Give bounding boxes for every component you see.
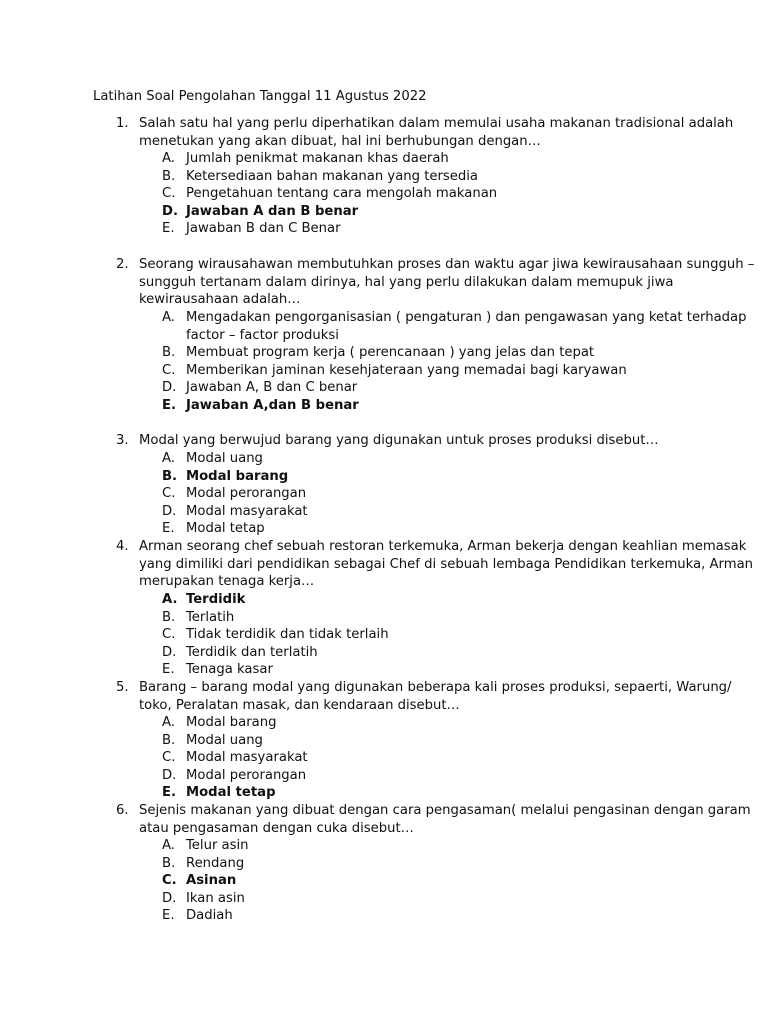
option-text: Terdidik dan terlatih	[186, 644, 318, 660]
option-letter: E.	[162, 785, 177, 800]
option-text	[186, 309, 747, 344]
option-e	[0, 784, 768, 802]
option-letter: E.	[162, 221, 175, 236]
document-title: Latihan Soal Pengolahan Tanggal 11 Agustus 2022	[93, 89, 427, 104]
option-text: Terlatih	[186, 609, 235, 625]
option-a	[0, 309, 768, 344]
option-letter: A.	[162, 838, 175, 853]
option-text: Modal barang	[186, 715, 277, 730]
option-e	[0, 907, 768, 925]
option-letter: D.	[162, 767, 177, 783]
option-text: Jawaban A dan B benar	[186, 203, 359, 219]
option-letter: C.	[162, 873, 177, 888]
option-letter: A.	[162, 715, 175, 730]
question-text	[139, 538, 754, 591]
option-text: Jawaban A, B dan C benar	[186, 380, 358, 395]
option-b	[0, 468, 768, 486]
option-letter: C.	[162, 486, 176, 501]
option-text: Modal perorangan	[186, 767, 307, 783]
question-number: 5.	[116, 680, 129, 695]
option-letter: E.	[162, 662, 175, 677]
question-number: 1.	[116, 116, 129, 131]
option-letter: E.	[162, 397, 177, 413]
option-text: Modal tetap	[186, 521, 265, 536]
question-text-line: merupakan tenaga kerja…	[139, 574, 315, 589]
option-text-line: factor – factor produksi	[186, 327, 339, 343]
question-text	[139, 256, 755, 309]
option-d	[0, 767, 768, 785]
option-d	[0, 644, 768, 662]
option-letter: B.	[162, 345, 176, 360]
option-text: Jumlah penikmat makanan khas daerah	[186, 151, 449, 166]
option-text: Memberikan jaminan kesehjateraan yang memadai bagi karyawan	[186, 362, 627, 378]
option-letter: D.	[162, 644, 177, 660]
option-text: Pengetahuan tentang cara mengolah makanan	[186, 186, 498, 201]
option-letter: B.	[162, 168, 176, 184]
option-letter: C.	[162, 627, 176, 642]
question-text	[139, 802, 751, 837]
option-e	[0, 220, 768, 238]
option-letter: B.	[162, 468, 178, 484]
question-text	[139, 115, 734, 150]
question-text	[139, 679, 732, 714]
option-text: Terdidik	[186, 592, 246, 607]
option-letter: A.	[162, 592, 178, 607]
option-letter: A.	[162, 451, 175, 466]
option-letter: A.	[162, 310, 175, 325]
option-c	[0, 749, 768, 767]
option-text: Modal perorangan	[186, 486, 307, 501]
option-a	[0, 450, 768, 468]
option-letter: E.	[162, 908, 175, 923]
option-text: Modal masyarakat	[186, 503, 308, 519]
option-a	[0, 837, 768, 855]
option-c	[0, 626, 768, 644]
option-letter: D.	[162, 503, 177, 519]
option-c	[0, 485, 768, 503]
question-number: 4.	[116, 539, 129, 554]
option-text: Jawaban B dan C Benar	[186, 221, 341, 236]
option-text: Tidak terdidik dan tidak terlaih	[186, 627, 389, 642]
option-text: Ketersediaan bahan makanan yang tersedia	[186, 168, 478, 184]
question-text-line: atau pengasaman dengan cuka disebut…	[139, 820, 414, 836]
option-text: Membuat program kerja ( perencanaan ) yang jelas dan tepat	[186, 345, 595, 360]
question-text-line: menetukan yang akan dibuat, hal ini berhubungan dengan…	[139, 133, 541, 149]
option-b	[0, 168, 768, 186]
option-e	[0, 661, 768, 679]
question-text-line: yang dimiliki dari pendidikan sebagai Chef di sebuah lembaga Pendidikan terkemuka, Arman	[139, 556, 754, 572]
option-e	[0, 520, 768, 538]
question-text-line: Modal yang berwujud barang yang digunakan untuk proses produksi disebut…	[139, 433, 659, 448]
option-c	[0, 362, 768, 380]
option-e	[0, 397, 768, 415]
option-text: Modal masyarakat	[186, 750, 308, 765]
option-d	[0, 503, 768, 521]
option-d	[0, 890, 768, 908]
option-text-line: Mengadakan pengorganisasian ( pengaturan ) dan pengawasan yang ketat terhadap	[186, 310, 747, 325]
option-a	[0, 591, 768, 609]
option-b	[0, 732, 768, 750]
option-c	[0, 872, 768, 890]
option-text: Modal uang	[186, 732, 263, 748]
option-text: Dadiah	[186, 908, 233, 923]
option-letter: B.	[162, 855, 176, 871]
option-letter: A.	[162, 151, 175, 166]
option-letter: D.	[162, 203, 178, 219]
question-text-line: Sejenis makanan yang dibuat dengan cara pengasaman( melalui pengasinan dengan garam	[139, 803, 751, 818]
question-text-line: Arman seorang chef sebuah restoran terkemuka, Arman bekerja dengan keahlian memasak	[139, 539, 747, 554]
option-c	[0, 185, 768, 203]
option-letter: C.	[162, 362, 176, 378]
option-text: Rendang	[186, 855, 245, 871]
question-text-line: Barang – barang modal yang digunakan beberapa kali proses produksi, sepaerti, Warung/	[139, 680, 732, 695]
option-letter: E.	[162, 521, 175, 536]
question-text-line: toko, Peralatan masak, dan kendaraan disebut…	[139, 697, 460, 713]
option-letter: B.	[162, 609, 176, 625]
option-text: Modal barang	[186, 468, 289, 484]
question-text	[139, 432, 699, 450]
option-b	[0, 609, 768, 627]
option-letter: C.	[162, 750, 176, 765]
question-text-line: Seorang wirausahawan membutuhkan proses dan waktu agar jiwa kewirausahaan sungguh –	[139, 257, 755, 272]
option-letter: B.	[162, 732, 176, 748]
question-text-line: Salah satu hal yang perlu diperhatikan dalam memulai usaha makanan tradisional adalah	[139, 116, 734, 131]
option-letter: D.	[162, 380, 177, 395]
option-letter: C.	[162, 186, 176, 201]
option-b	[0, 855, 768, 873]
option-d	[0, 203, 768, 221]
question-number: 6.	[116, 803, 129, 818]
question-number: 3.	[116, 433, 129, 448]
option-d	[0, 379, 768, 397]
option-text: Ikan asin	[186, 890, 245, 906]
option-text: Telur asin	[186, 838, 249, 853]
option-text: Tenaga kasar	[186, 662, 273, 677]
option-text: Asinan	[186, 873, 237, 888]
option-text: Modal tetap	[186, 785, 276, 800]
option-b	[0, 344, 768, 362]
question-number: 2.	[116, 257, 129, 272]
question-text-line: kewirausahaan adalah…	[139, 292, 301, 307]
option-text: Modal uang	[186, 451, 263, 466]
option-a	[0, 714, 768, 732]
option-letter: D.	[162, 890, 177, 906]
option-text: Jawaban A,dan B benar	[186, 397, 359, 413]
question-text-line: sungguh tertanam dalam dirinya, hal yang perlu dilakukan dalam memupuk jiwa	[139, 274, 674, 290]
option-a	[0, 150, 768, 168]
